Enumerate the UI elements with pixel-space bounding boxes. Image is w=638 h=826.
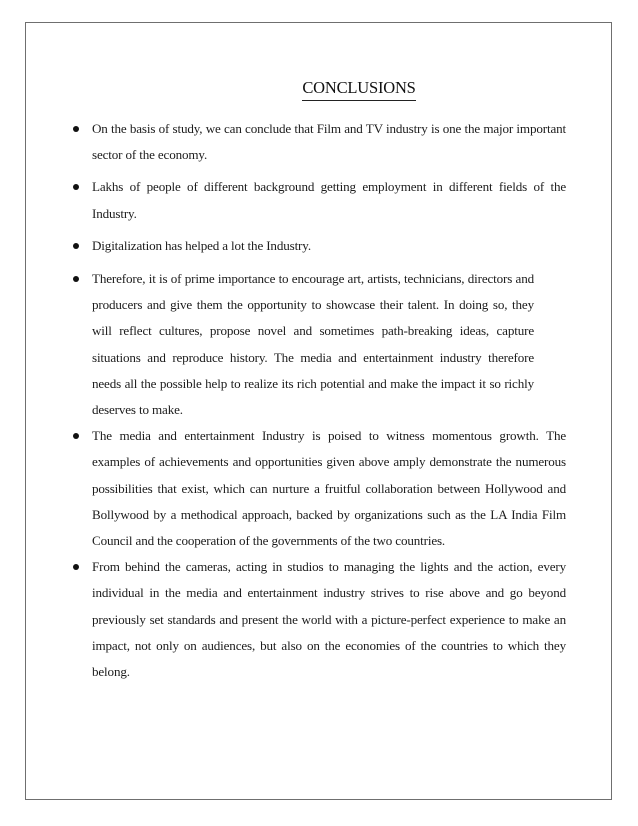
list-item — [92, 266, 534, 423]
bullet-dot-icon — [73, 126, 79, 132]
list-item-text: Digitalization has helped a lot the Industry. — [92, 237, 311, 253]
bullet-dot-icon — [73, 243, 79, 249]
page-title: CONCLUSIONS — [302, 78, 415, 101]
list-item — [92, 174, 566, 226]
list-item-text: On the basis of study, we can conclude that Film and TV industry is one the major important sector of the economy. — [92, 121, 566, 163]
bullet-dot-icon — [73, 276, 79, 282]
list-item — [92, 116, 566, 168]
list-item — [92, 423, 566, 554]
conclusions-list — [92, 116, 566, 685]
list-item — [92, 233, 566, 259]
list-item-text: Therefore, it is of prime importance to encourage art, artists, technicians, directors and producers and give them the opportunity to showcase their talent. In doing so, they will reflect cultures, propose novel and sometimes path-breaking ideas, capture situations and reproduce history. The media and entertainment industry therefore needs all the possible help to realize its rich potential and make the impact it so richly deserves to make. — [92, 271, 534, 418]
list-item — [92, 554, 566, 685]
list-item-text: The media and entertainment Industry is poised to witness momentous growth. The examples of achievements and opportunities given above amply demonstrate the numerous possibilities that exist, which can nurture a fruitful collaboration between Hollywood and Bollywood by a methodical approach, backed by organizations such as the LA India Film Council and the cooperation of the governments of the two countries. — [92, 428, 566, 549]
list-item-text: From behind the cameras, acting in studios to managing the lights and the action, every individual in the media and entertainment industry strives to rise above and go beyond previously set standards and present the world with a picture-perfect experience to make an impact, not only on audiences, but also on the economies of the countries to which they belong. — [92, 559, 566, 680]
title-container — [0, 78, 638, 101]
list-item-text: Lakhs of people of different background getting employment in different fields of the Industry. — [92, 179, 566, 221]
